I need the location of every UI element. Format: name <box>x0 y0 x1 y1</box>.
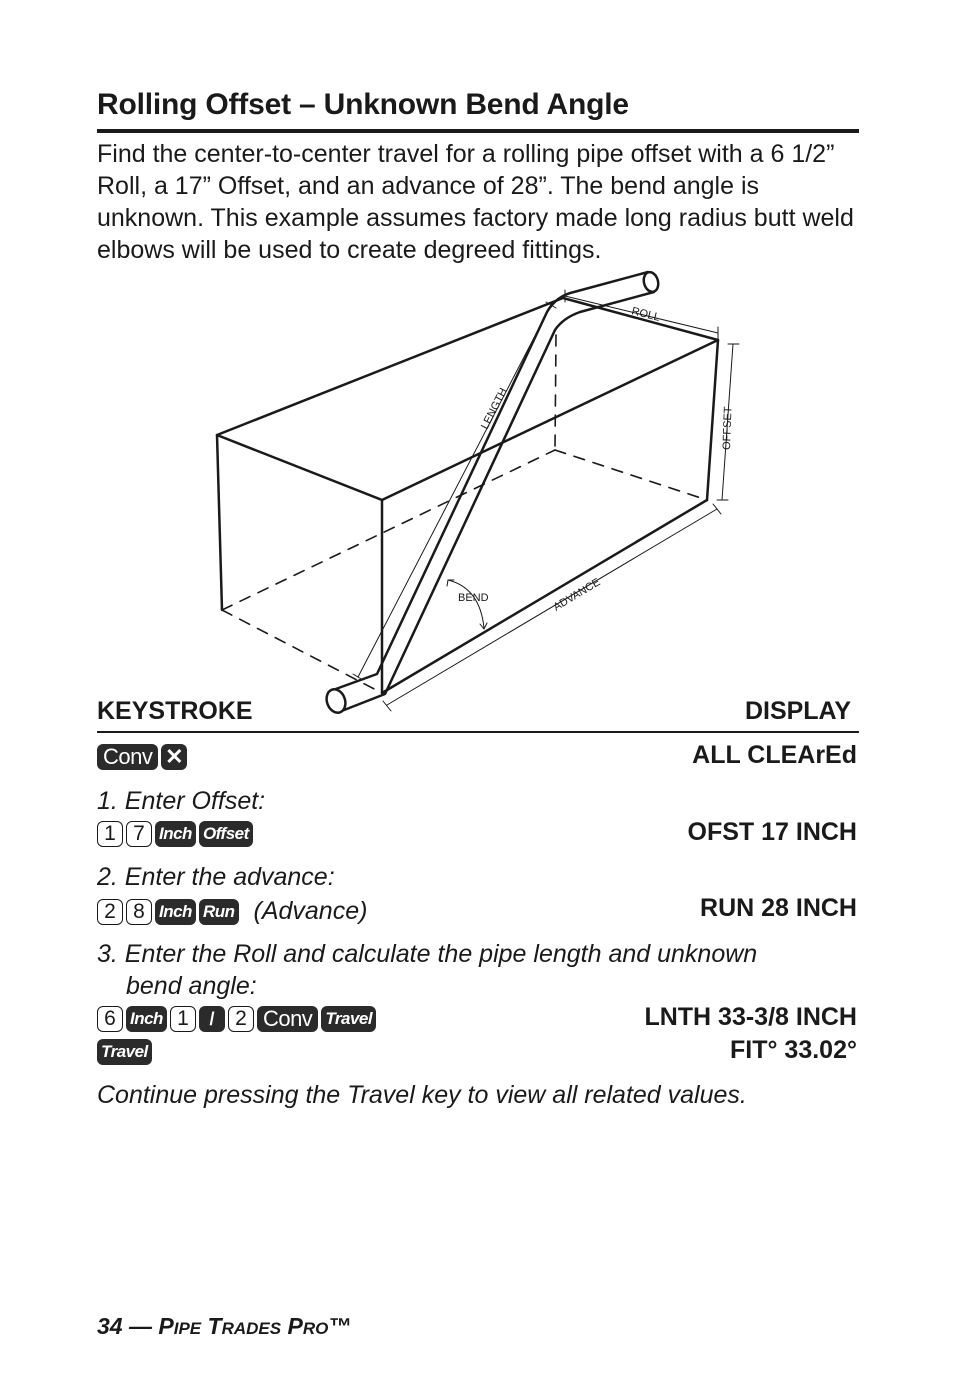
step3-keystrokes <box>97 1006 376 1032</box>
advance-dimension-line <box>387 509 717 705</box>
step3-text-line2: bend angle: <box>126 972 257 1000</box>
bend-arc <box>448 580 484 628</box>
fraction-key[interactable]: / <box>199 1006 225 1032</box>
step1-display: OFST 17 INCH <box>687 818 857 846</box>
step3-display-2: FIT° 33.02° <box>730 1036 857 1064</box>
offset-label: OFFSET <box>721 406 735 451</box>
continue-note: Continue pressing the Travel key to view all related values. <box>97 1081 747 1109</box>
conv-key[interactable]: Conv <box>257 1006 318 1032</box>
travel-key[interactable]: Travel <box>321 1006 376 1032</box>
pipe <box>323 271 660 716</box>
key-1[interactable]: 1 <box>170 1006 196 1032</box>
bend-label: BEND <box>458 592 489 604</box>
inch-key[interactable]: Inch <box>155 899 196 925</box>
advance-label: ADVANCE <box>551 576 603 614</box>
key-7[interactable]: 7 <box>126 821 152 847</box>
offset-key[interactable]: Offset <box>199 821 253 847</box>
step3-display: LNTH 33-3/8 INCH <box>644 1003 857 1031</box>
display-header: DISPLAY <box>744 697 851 725</box>
step1-text: 1. Enter Offset: <box>97 787 266 815</box>
page-footer: 34 — PIPE TRADES PRO™ <box>97 1313 352 1339</box>
table-header-rule <box>97 731 859 733</box>
inch-key[interactable]: Inch <box>126 1006 167 1032</box>
key-6[interactable]: 6 <box>97 1006 123 1032</box>
advance-note: (Advance) <box>253 897 368 925</box>
box-front-left-edge <box>217 435 222 610</box>
key-2[interactable]: 2 <box>228 1006 254 1032</box>
key-8[interactable]: 8 <box>126 899 152 925</box>
step3-keystrokes-2 <box>97 1039 152 1065</box>
length-dimension-line <box>358 305 551 677</box>
clear-key[interactable]: ✕ <box>161 744 187 770</box>
roll-label: ROLL <box>630 305 662 324</box>
intro-paragraph: Find the center-to-center travel for a rolling pipe offset with a 6 1/2” Roll, a 17” Offset, and an advance of 28”. The bend angle is unknown. This example assumes factory made long radius butt weld elbows will be used to create degreed fittings. <box>97 140 854 264</box>
run-key[interactable]: Run <box>199 899 239 925</box>
travel-key[interactable]: Travel <box>97 1039 152 1065</box>
clear-keystrokes <box>97 744 187 770</box>
length-label: LENGTH <box>478 386 510 432</box>
conv-key[interactable]: Conv <box>97 744 158 770</box>
step1-keystrokes <box>97 821 253 847</box>
inch-key[interactable]: Inch <box>155 821 196 847</box>
box-right-edge <box>707 340 718 500</box>
step2-keystrokes <box>97 897 367 926</box>
step3-text-line1: 3. Enter the Roll and calculate the pipe length and unknown <box>97 940 758 968</box>
page-number: 34 — <box>97 1313 152 1339</box>
clear-display: ALL CLEArEd <box>692 741 857 769</box>
box-top-face <box>217 298 718 500</box>
key-1[interactable]: 1 <box>97 821 123 847</box>
step2-display: RUN 28 INCH <box>700 894 857 922</box>
keystroke-header: KEYSTROKE <box>97 697 253 725</box>
page-title: Rolling Offset – Unknown Bend Angle <box>97 88 629 121</box>
key-2[interactable]: 2 <box>97 899 123 925</box>
step2-text: 2. Enter the advance: <box>97 863 335 891</box>
